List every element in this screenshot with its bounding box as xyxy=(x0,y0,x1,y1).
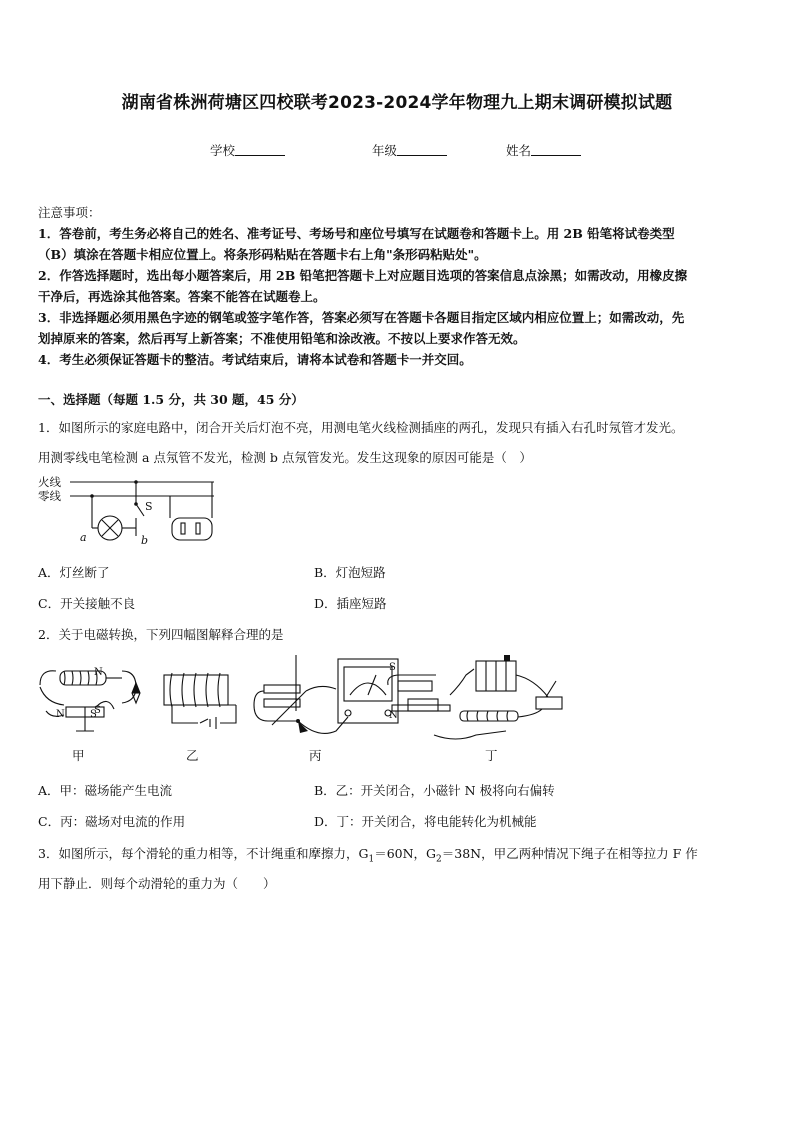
notes-line: （B）填涂在答题卡相应位置上。将条形码粘贴在答题卡右上角"条形码粘贴处"。 xyxy=(38,247,487,262)
q1-stem-line2: 用测零线电笔检测 a 点氖管不发光，检测 b 点氖管发光。发生这现象的原因可能是（ ） xyxy=(38,450,532,465)
switch-s-label: S xyxy=(145,500,153,513)
figure-ding-label: 丁 xyxy=(485,748,498,763)
compass-n-label: N xyxy=(94,667,103,678)
section-heading: 一、选择题（每题 1.5 分，共 30 题，45 分） xyxy=(38,392,304,407)
magnet-s-label: S xyxy=(90,709,97,720)
q3-stem-line1: 3．如图所示，每个滑轮的重力相等，不计绳重和摩擦力，$G_1=60N$，$G_2=38N$，甲乙两种情况下绳子在相等拉力 F 作 xyxy=(38,846,698,865)
school-field[interactable] xyxy=(210,141,285,159)
ding-magnet-n-label: N xyxy=(389,710,398,721)
q3-stem-line2: 用下静止．则每个动滑轮的重力为（ ） xyxy=(38,876,276,891)
q1-option-a[interactable]: A．灯丝断了 xyxy=(38,565,110,580)
notes-line: 3．非选择题必须用黑色字迹的钢笔或签字笔作答，答案必须写在答题卡各题目指定区域内相应位置上；如需改动，先 xyxy=(38,310,685,325)
magnet-n-label: N xyxy=(56,709,65,720)
neutral-wire-label: 零线 xyxy=(38,489,61,503)
live-wire-label: 火线 xyxy=(38,475,61,489)
q2-option-d[interactable]: D．丁：开关闭合，将电能转化为机械能 xyxy=(314,814,537,829)
q2-option-b[interactable]: B．乙：开关闭合，小磁针 N 极将向右偏转 xyxy=(314,783,555,798)
grade-field[interactable] xyxy=(372,141,447,159)
notes-line: 2．作答选择题时，选出每小题答案后，用 2B 铅笔把答题卡上对应题目选项的答案信息点涂黑；如需改动，用橡皮擦 xyxy=(38,268,688,283)
ding-magnet-s-label: S xyxy=(389,662,396,673)
notes-line: 划掉原来的答案，然后再写上新答案；不准使用铅笔和涂改液。不按以上要求作答无效。 xyxy=(38,331,526,346)
q1-stem-line1: 1．如图所示的家庭电路中，闭合开关后灯泡不亮，用测电笔火线检测插座的两孔，发现只有插入右孔时氖管才发光。 xyxy=(38,420,684,435)
notes-line: 1．答卷前，考生务必将自己的姓名、准考证号、考场号和座位号填写在试题卷和答题卡上。用 2B 铅笔将试卷类型 xyxy=(38,226,675,241)
figure-bing-label: 丙 xyxy=(309,748,322,763)
name-field[interactable] xyxy=(506,141,581,159)
point-b-label: b xyxy=(141,534,149,547)
q2-figures xyxy=(36,655,576,745)
notes-heading: 注意事项： xyxy=(38,205,101,220)
notes-line: 干净后，再选涂其他答案。答案不能答在试题卷上。 xyxy=(38,289,326,304)
q1-option-b[interactable]: B．灯泡短路 xyxy=(314,565,386,580)
figure-yi-label: 乙 xyxy=(186,748,199,763)
compass-s-label: S xyxy=(94,705,101,716)
q1-option-d[interactable]: D．插座短路 xyxy=(314,596,387,611)
point-a-label: a xyxy=(80,531,87,544)
q1-option-c[interactable]: C．开关接触不良 xyxy=(38,596,136,611)
q1-circuit-diagram xyxy=(36,470,216,550)
figure-jia-label: 甲 xyxy=(72,748,85,763)
q2-option-c[interactable]: C．丙：磁场对电流的作用 xyxy=(38,814,186,829)
grade-label: 年级 xyxy=(372,143,398,158)
notes-line: 4．考生必须保证答题卡的整洁。考试结束后，请将本试卷和答题卡一并交回。 xyxy=(38,352,472,367)
page-title: 湖南省株洲荷塘区四校联考2023-2024学年物理九上期末调研模拟试题 xyxy=(121,93,673,113)
q2-option-a[interactable]: A．甲：磁场能产生电流 xyxy=(38,783,173,798)
school-label: 学校 xyxy=(210,143,236,158)
q2-stem: 2．关于电磁转换，下列四幅图解释合理的是 xyxy=(38,627,284,642)
name-label: 姓名 xyxy=(506,143,532,158)
